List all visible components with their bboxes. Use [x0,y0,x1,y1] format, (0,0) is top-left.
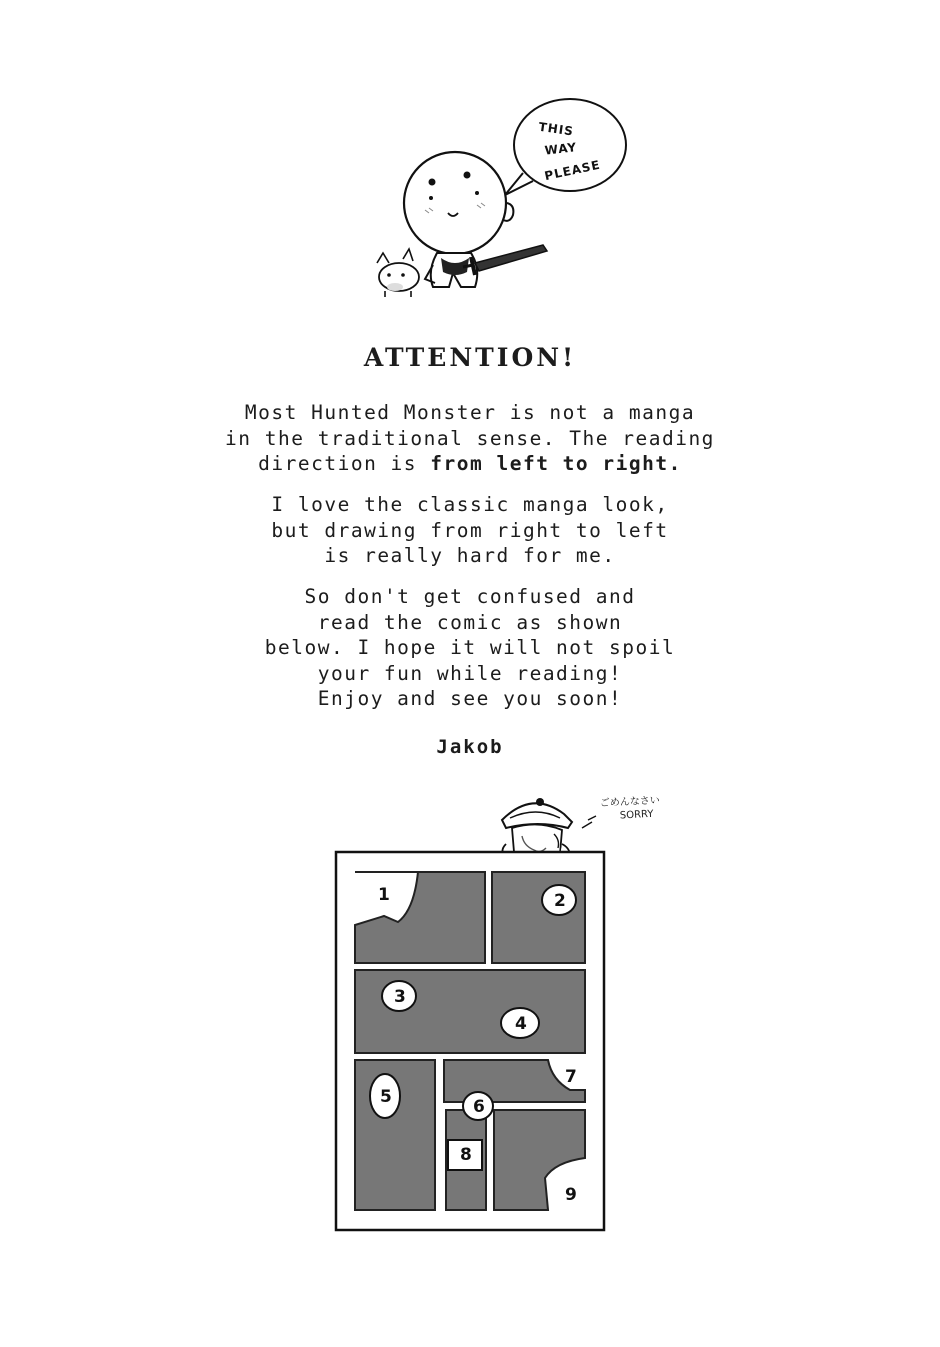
attention-heading: ATTENTION! [363,343,577,372]
speech-bubble [505,99,626,195]
apology-japanese: ごめんなさい [599,795,661,810]
apology-strokes [582,816,596,828]
character-illustration [355,95,645,310]
apology-english: SORRY [619,808,654,822]
panel-number-3: 3 [394,987,406,1007]
panel-number-5: 5 [380,1087,392,1107]
panel-number-8: 8 [460,1145,472,1165]
pet-creature-icon [377,249,419,297]
direction-emphasis: from left to right. [430,452,682,475]
paragraph-line: below. I hope it will not spoil [264,636,676,659]
speech-line-2: WAY [543,140,578,158]
paragraph-line [170,451,770,477]
speech-line-1: THIS [537,119,575,139]
paragraph-line: Most Hunted Monster is not a manga [244,401,696,424]
paragraph-line: I love the classic manga look, [271,493,669,516]
reading-direction-paragraph [170,400,770,477]
paragraph-line: is really hard for me. [324,544,616,567]
panel-2 [492,872,585,963]
chibi-head [404,152,513,254]
speech-line-3: PLEASE [543,157,602,184]
peeking-character-icon [502,798,572,857]
paragraph-line: read the comic as shown [317,610,623,634]
paragraph-line: Enjoy and see you soon! [317,687,623,710]
author-signature: Jakob [436,736,504,758]
paragraph-line: in the traditional sense. The reading [225,426,715,450]
paragraph-line: but drawing from right to left [271,518,669,542]
panel-number-9: 9 [565,1185,577,1205]
direction-prefix: direction is [258,452,431,475]
panel-number-7: 7 [565,1067,577,1087]
paragraph-line: your fun while reading! [317,661,623,685]
enjoy-paragraph [170,584,770,712]
paragraph-line: So don't get confused and [304,585,636,608]
reading-order-diagram [330,780,690,1240]
panel-number-1: 1 [378,885,390,905]
panel-number-4: 4 [515,1014,527,1034]
panel-number-2: 2 [554,891,566,911]
panel-number-6: 6 [473,1097,485,1117]
manga-look-paragraph [170,492,770,569]
